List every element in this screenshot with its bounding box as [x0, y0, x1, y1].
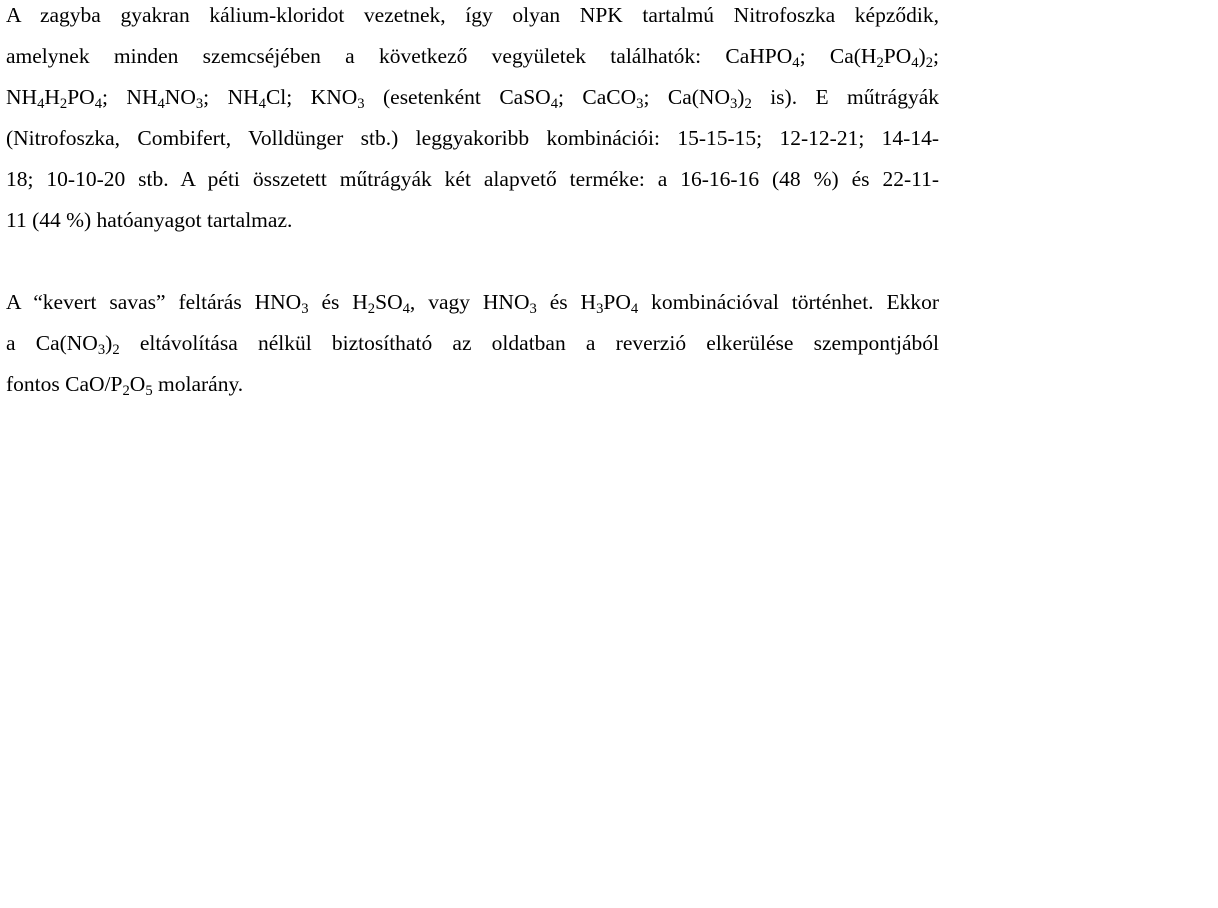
text-line [6, 287, 939, 328]
text-run: és H [308, 290, 368, 314]
text-run: ) [918, 44, 926, 68]
subscript-text: 2 [876, 55, 884, 72]
subscript-text: 3 [357, 96, 365, 113]
subscript-text: 2 [122, 383, 130, 400]
text-line [6, 82, 939, 123]
text-run: ; CaCO [558, 85, 637, 109]
subscript-text: 4 [792, 55, 800, 72]
text-run: A “kevert savas” feltárás HNO [6, 290, 302, 314]
text-line [6, 0, 939, 41]
subscript-text: 4 [911, 55, 919, 72]
subscript-text: 4 [94, 96, 103, 113]
text-run: PO [883, 44, 912, 68]
subscript-text: 4 [402, 301, 410, 318]
subscript-text: 2 [744, 96, 752, 113]
text-run: ; Ca(H [799, 44, 877, 68]
subscript-text: 3 [195, 96, 204, 113]
subscript-text: 2 [925, 55, 934, 72]
paragraph-1 [6, 0, 939, 246]
text-run: 11 (44 %) hatóanyagot tartalmaz. [6, 208, 293, 232]
text-line [6, 369, 939, 410]
text-run: ) [105, 331, 113, 355]
document-body [6, 0, 939, 410]
subscript-text: 3 [97, 342, 106, 359]
text-run: ; NH [102, 85, 158, 109]
subscript-text: 4 [37, 96, 45, 113]
text-line [6, 328, 939, 369]
text-line [6, 123, 939, 164]
paragraph-2 [6, 287, 939, 410]
text-run: PO [603, 290, 631, 314]
text-run: PO [67, 85, 95, 109]
subscript-text: 4 [630, 301, 639, 318]
text-line [6, 164, 939, 205]
paragraph-gap [6, 246, 939, 287]
subscript-text: 2 [112, 342, 120, 359]
text-run: és H [536, 290, 597, 314]
subscript-text: 2 [367, 301, 376, 318]
text-run: a Ca(NO [6, 331, 98, 355]
text-run: kombinációval történhet. Ekkor [638, 290, 940, 314]
text-run: is). E műtrágyák [751, 85, 940, 109]
subscript-text: 5 [145, 383, 153, 400]
text-run: ; NH [203, 85, 259, 109]
subscript-text: 3 [301, 301, 309, 318]
subscript-text: 4 [157, 96, 165, 113]
text-run: Cl; KNO [265, 85, 358, 109]
subscript-text: 3 [729, 96, 738, 113]
text-run: NO [164, 85, 196, 109]
text-run: 18; 10-10-20 stb. A péti összetett műtrágyák két alapvető terméke: a 16-16-16 (48 %) és 22-11- [6, 167, 939, 191]
text-run: molarány. [152, 372, 244, 396]
text-run: A zagyba gyakran kálium-kloridot vezetnek, így olyan NPK tartalmú Nitrofoszka képződik, [6, 3, 939, 27]
text-run: O [129, 372, 146, 396]
subscript-text: 3 [596, 301, 604, 318]
text-line [6, 41, 939, 82]
text-run: eltávolítása nélkül biztosítható az oldatban a reverzió elkerülése szempontjából [119, 331, 940, 355]
subscript-text: 4 [258, 96, 266, 113]
subscript-text: 3 [636, 96, 644, 113]
text-run: (esetenként CaSO [364, 85, 551, 109]
text-run: H [44, 85, 60, 109]
text-run: (Nitrofoszka, Combifert, Volldünger stb.) leggyakoribb kombinációi: 15-15-15; 12-12-21; 14-14- [6, 126, 939, 150]
text-run: ; Ca(NO [643, 85, 730, 109]
subscript-text: 2 [59, 96, 68, 113]
text-run: amelynek minden szemcséjében a következő vegyületek találhatók: CaHPO [6, 44, 793, 68]
text-run: ; [933, 44, 940, 68]
subscript-text: 3 [529, 301, 537, 318]
text-run: NH [6, 85, 38, 109]
text-run: SO [375, 290, 403, 314]
text-line [6, 205, 939, 246]
text-run: , vagy HNO [409, 290, 530, 314]
text-run: ) [737, 85, 745, 109]
text-run: fontos CaO/P [6, 372, 123, 396]
subscript-text: 4 [550, 96, 558, 113]
